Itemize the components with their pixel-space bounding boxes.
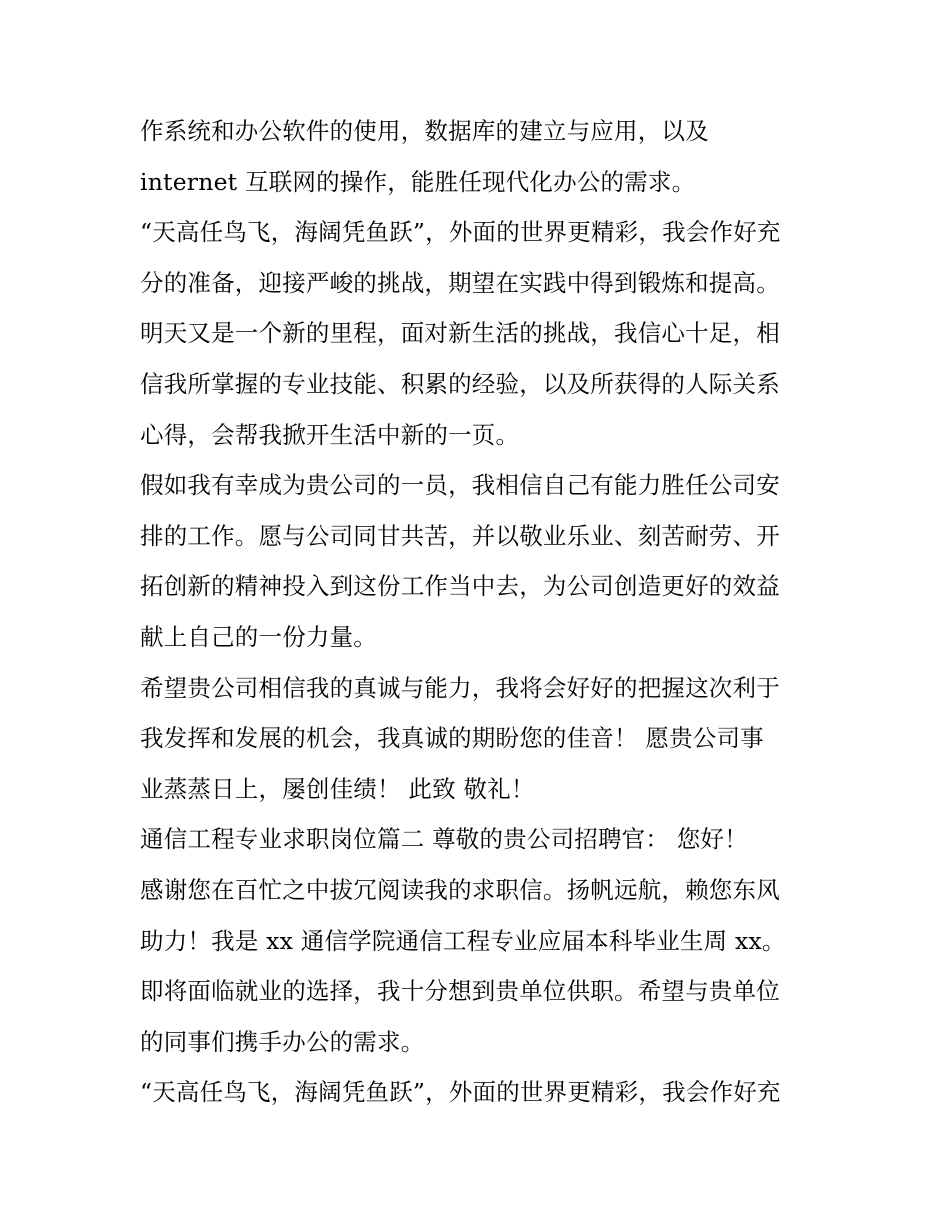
text-line-10: 拓创新的精神投入到这份工作当中去，为公司创造更好的效益 — [140, 572, 780, 601]
text-line-14: 业蒸蒸日上，屡创佳绩！ 此致 敬礼！ — [140, 774, 535, 803]
text-line-9: 排的工作。愿与公司同甘共苦，并以敬业乐业、刻苦耐劳、开 — [140, 521, 780, 550]
text-line-11: 献上自己的一份力量。 — [140, 622, 377, 651]
text-line-8: 假如我有幸成为贵公司的一员，我相信自己有能力胜任公司安 — [140, 471, 780, 500]
document-body — [140, 106, 820, 1118]
text-line-3: “天高任鸟飞，海阔凭鱼跃”，外面的世界更精彩，我会作好充 — [140, 218, 781, 247]
text-line-17: 助力！我是 xx 通信学院通信工程专业应届本科毕业生周 xx。 — [140, 926, 786, 955]
text-line-20: “天高任鸟飞，海阔凭鱼跃”，外面的世界更精彩，我会作好充 — [140, 1078, 781, 1107]
text-line-2: internet 互联网的操作，能胜任现代化办公的需求。 — [140, 167, 696, 196]
text-line-15: 通信工程专业求职岗位篇二 尊敬的贵公司招聘官： 您好！ — [140, 825, 748, 854]
text-line-4: 分的准备，迎接严峻的挑战，期望在实践中得到锻炼和提高。 — [140, 268, 780, 297]
text-line-18: 即将面临就业的选择，我十分想到贵单位供职。希望与贵单位 — [140, 977, 780, 1006]
text-line-6: 信我所掌握的专业技能、积累的经验，以及所获得的人际关系 — [140, 369, 780, 398]
text-line-12: 希望贵公司相信我的真诚与能力，我将会好好的把握这次利于 — [140, 673, 780, 702]
text-line-13: 我发挥和发展的机会，我真诚的期盼您的佳音！ 愿贵公司事 — [140, 724, 764, 753]
text-line-5: 明天又是一个新的里程，面对新生活的挑战，我信心十足，相 — [140, 319, 780, 348]
text-line-19: 的同事们携手办公的需求。 — [140, 1027, 425, 1056]
text-line-16: 感谢您在百忙之中拔冗阅读我的求职信。扬帆远航，赖您东风 — [140, 875, 780, 904]
text-line-1: 作系统和办公软件的使用，数据库的建立与应用，以及 — [140, 117, 709, 145]
text-line-7: 心得，会帮我掀开生活中新的一页。 — [140, 420, 520, 449]
